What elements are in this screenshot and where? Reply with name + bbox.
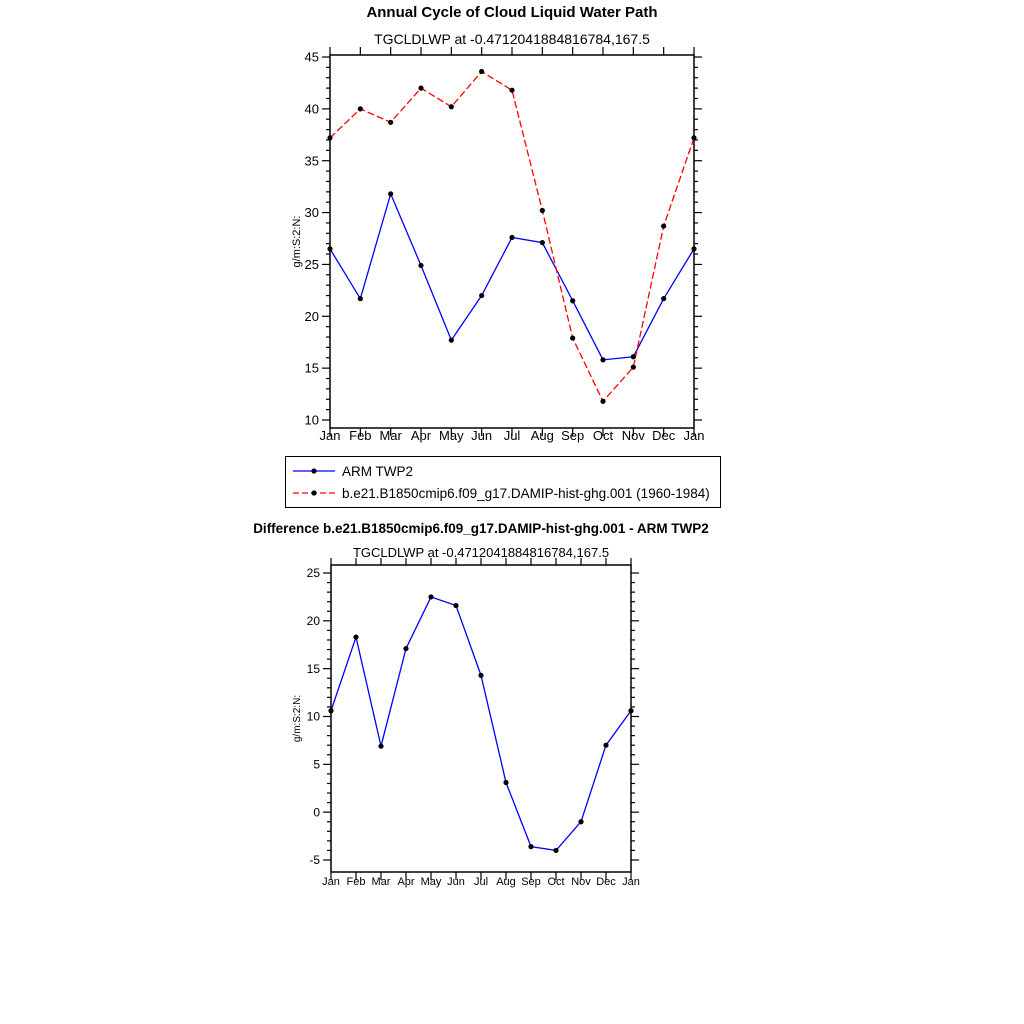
data-point [509,88,514,93]
data-point [328,708,333,713]
x-tick-label: Aug [496,876,516,888]
data-point [503,780,508,785]
x-tick-label: Jan [683,428,705,443]
annual-cycle-chart [260,46,780,456]
x-tick-label: Jan [622,876,640,888]
x-tick-label: Feb [349,428,372,443]
y-tick-label: 25 [306,566,320,581]
axis-labels [291,50,704,443]
data-point [449,104,454,109]
data-point [661,296,666,301]
x-tick-label: Jun [471,428,493,443]
x-tick-label: Jul [473,876,489,888]
data-point [358,106,363,111]
data-point [418,263,423,268]
data-point [570,298,575,303]
y-tick-label: 15 [304,360,319,376]
y-axis-label: g/m:S:2:N: [291,215,303,268]
axes [322,47,702,436]
data-point [540,240,545,245]
legend-label: ARM TWP2 [342,463,414,479]
data-point [553,848,558,853]
y-tick-label: 25 [304,256,319,272]
x-tick-label: Jul [503,428,521,443]
y-tick-label: 5 [313,757,320,772]
data-point [661,223,666,228]
legend-line-sample [291,465,337,477]
legend-line-sample [291,487,337,499]
data-point [327,246,332,251]
difference-title: Difference b.e21.B1850cmip6.f09_g17.DAMIP-hist-ghg.001 - ARM TWP2 [253,521,709,536]
data-point [528,844,533,849]
annual-cycle-subtitle: TGCLDLWP at -0.4712041884816784,167.5 [374,31,650,47]
series-line [331,597,631,851]
x-tick-label: Mar [371,876,391,888]
x-tick-label: Dec [596,876,616,888]
data-point [631,365,636,370]
data-point [628,708,633,713]
y-tick-label: 10 [304,412,319,428]
x-tick-label: Apr [397,876,415,888]
x-tick-label: May [439,428,464,443]
x-tick-label: Jan [322,876,340,888]
x-tick-label: May [420,876,442,888]
x-tick-label: Sep [561,428,585,443]
x-tick-label: Feb [346,876,366,888]
legend-box [285,456,721,508]
difference-chart [260,558,780,898]
y-tick-label: 45 [304,49,319,65]
data-point [327,135,332,140]
x-tick-label: Oct [547,876,565,888]
x-tick-label: Jan [319,428,341,443]
x-tick-label: Apr [410,428,432,443]
legend-entry [291,460,710,482]
y-tick-label: 30 [304,205,319,221]
data-point [358,296,363,301]
y-tick-label: -5 [309,853,320,868]
legend-label: b.e21.B1850cmip6.f09_g17.DAMIP-hist-ghg.001 (1960-1984) [342,485,710,501]
data-point [353,634,358,639]
x-tick-label: Sep [521,876,541,888]
y-tick-label: 10 [306,709,320,724]
data-point [509,235,514,240]
x-tick-label: Jun [447,876,465,888]
y-tick-label: 20 [304,308,319,324]
legend-marker [311,468,316,473]
difference-subtitle: TGCLDLWP at -0.4712041884816784,167.5 [352,545,610,560]
data-point [479,293,484,298]
data-point [388,120,393,125]
data-point [570,335,575,340]
data-point [600,399,605,404]
y-tick-label: 40 [304,101,319,117]
y-tick-label: 35 [304,153,319,169]
data-point [478,673,483,678]
legend-entry [291,482,710,504]
data-point [600,357,605,362]
axis-labels [292,566,640,888]
legend-marker [311,490,316,495]
data-point [453,603,458,608]
series-line [330,194,694,360]
axes [323,558,639,880]
x-tick-label: Nov [571,876,591,888]
y-axis-label: g/m:S:2:N: [292,694,303,743]
y-tick-label: 15 [306,661,320,676]
y-tick-label: 0 [313,805,320,820]
data-point [479,69,484,74]
data-point [418,86,423,91]
data-point [403,646,408,651]
x-tick-label: Nov [621,428,645,443]
data-point [428,594,433,599]
y-tick-label: 20 [306,614,320,629]
data-point [603,743,608,748]
data-point [691,135,696,140]
x-tick-label: Oct [592,428,614,443]
x-tick-label: Aug [530,428,554,443]
data-point [691,246,696,251]
data-point [388,191,393,196]
data-point [449,338,454,343]
data-point [578,819,583,824]
data-point [378,744,383,749]
data-point [540,208,545,213]
data-point [631,354,636,359]
annual-cycle-title: Annual Cycle of Cloud Liquid Water Path [366,4,658,21]
x-tick-label: Mar [379,428,402,443]
x-tick-label: Dec [652,428,676,443]
